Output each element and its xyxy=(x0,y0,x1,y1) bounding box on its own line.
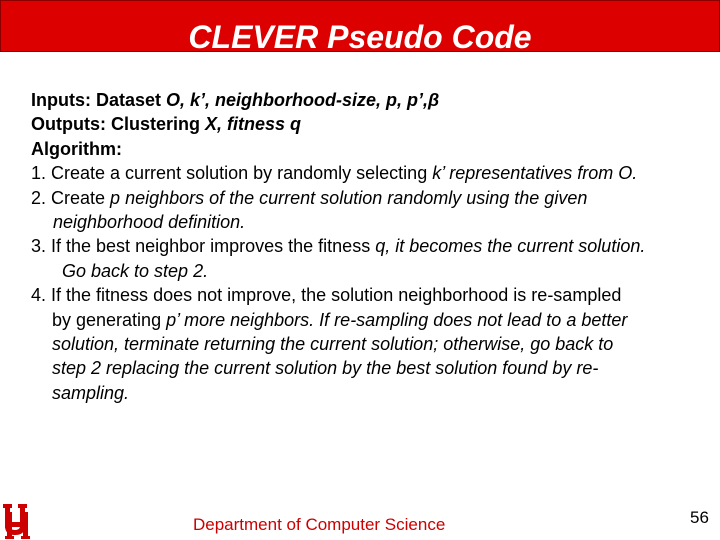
inputs-line xyxy=(31,88,717,112)
step-4: 4. If the fitness does not improve, the solution neighborhood is re-sampled xyxy=(31,285,622,306)
inputs-label: Inputs: Dataset xyxy=(31,90,167,110)
department-footer: Department of Computer Science xyxy=(193,515,446,534)
step-4-line-2 xyxy=(31,308,717,332)
step-4-text: by generating xyxy=(52,309,167,330)
step-1-italic: k’ representatives from O. xyxy=(432,163,638,184)
step-1 xyxy=(31,161,717,185)
step-4-line-4: step 2 replacing the current solution by the best solution found by re- xyxy=(52,358,599,379)
algorithm-label: Algorithm: xyxy=(31,138,122,159)
step-3 xyxy=(31,234,717,258)
title-bar xyxy=(0,0,720,55)
step-2-continued: neighborhood definition. xyxy=(53,212,246,233)
step-2 xyxy=(31,186,717,210)
beta-symbol: β xyxy=(428,90,440,110)
step-4-line-5: sampling. xyxy=(52,382,130,403)
pseudo-code-body xyxy=(31,88,717,405)
step-1-text: 1. Create a current solution by randomly selecting xyxy=(31,163,433,184)
outputs-line xyxy=(31,112,717,136)
uh-logo-icon xyxy=(2,498,32,540)
step-3-continued: Go back to step 2. xyxy=(62,260,209,281)
step-3-italic: q, it becomes the current solution. xyxy=(375,236,646,257)
page-number: 56 xyxy=(690,508,709,527)
step-2-text: 2. Create xyxy=(31,187,111,208)
slide-title: CLEVER Pseudo Code xyxy=(188,19,532,55)
step-2-italic-rest: neighbors of the current solution randomly using the given xyxy=(120,187,588,208)
outputs-vars: X, fitness q xyxy=(205,114,302,135)
step-4-italic: p’ more neighbors. If re-sampling does not lead to a better xyxy=(166,309,628,330)
inputs-vars: O, k’, neighborhood-size, p, p’, xyxy=(166,90,429,110)
step-2-italic: p xyxy=(110,187,121,208)
outputs-label: Outputs: Clustering xyxy=(31,114,205,135)
step-4-line-3: solution, terminate returning the current solution; otherwise, go back to xyxy=(52,334,614,355)
step-3-text: 3. If the best neighbor improves the fitness xyxy=(31,236,376,257)
